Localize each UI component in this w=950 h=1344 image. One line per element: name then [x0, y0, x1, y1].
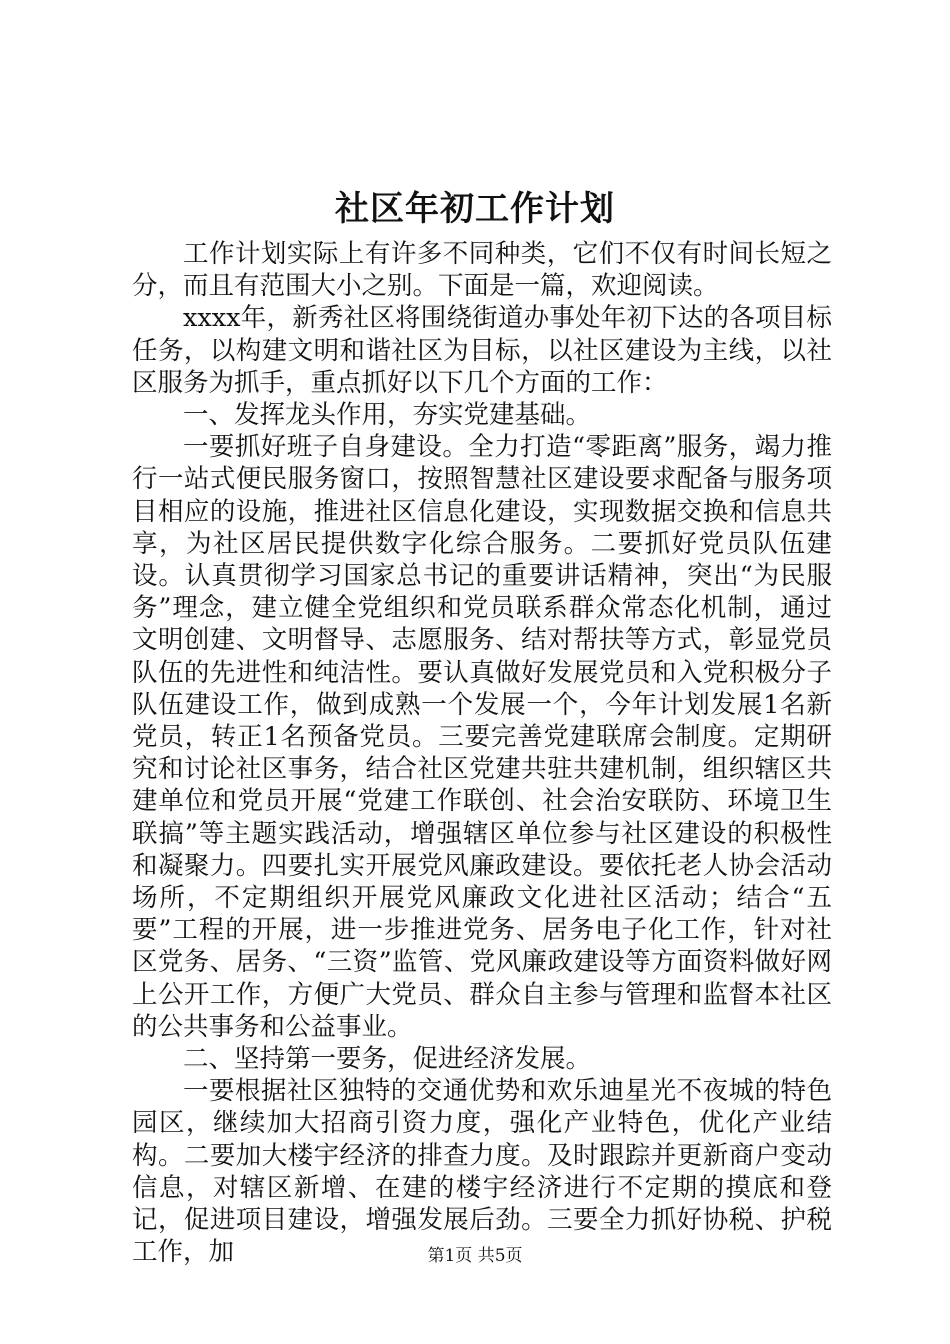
document-title: 社区年初工作计划	[335, 189, 615, 229]
paragraph-party-building: 一要抓好班子自身建设。全力打造“零距离”服务，竭力推行一站式便民服务窗口，按照智慧社区建设要求配备与服务项目相应的设施，推进社区信息化建设，实现数据交换和信息共享，为社区居民提供数字化综合服务。二要抓好党员队伍建设。认真贯彻学习国家总书记的重要讲话精神，突出“为民服务”理念，建立健全党组织和党员联系群众常态化机制，通过文明创建、文明督导、志愿服务、结对帮扶等方式，彰显党员队伍的先进性和纯洁性。要认真做好发展党员和入党积极分子队伍建设工作，做到成熟一个发展一个，今年计划发展1名新党员，转正1名预备党员。三要完善党建联席会制度。定期研究和讨论社区事务，结合社区党建共驻共建机制，组织辖区共建单位和党员开展“党建工作联创、社会治安联防、环境卫生联搞”等主题实践活动，增强辖区单位参与社区建设的积极性和凝聚力。四要扎实开展党风廉政建设。要依托老人协会活动场所，不定期组织开展党风廉政文化进社区活动；结合“五要”工程的开展，进一步推进党务、居务电子化工作，针对社区党务、居务、“三资”监管、党风廉政建设等方面资料做好网上公开工作，方便广大党员、群众自主参与管理和监督本社区的公共事务和公益事业。	[132, 432, 832, 1042]
paragraph-overview: xxxx年，新秀社区将围绕街道办事处年初下达的各项目标任务，以构建文明和谐社区为目标，以社区建设为主线，以社区服务为抓手，重点抓好以下几个方面的工作：	[132, 303, 832, 398]
section-heading-1: 一、发挥龙头作用，夯实党建基础。	[183, 400, 592, 431]
section-heading-2: 二、坚持第一要务，促进经济发展。	[183, 1044, 592, 1075]
page-number-footer: 第1页 共5页	[427, 1246, 523, 1266]
paragraph-economy: 一要根据社区独特的交通优势和欢乐迪星光不夜城的特色园区，继续加大招商引资力度，强化产业特色，优化产业结构。二要加大楼宇经济的排查力度。及时跟踪并更新商户变动信息，对辖区新增、在建的楼宇经济进行不定期的摸底和登记，促进项目建设，增强发展后劲。三要全力抓好协税、护税工作，加	[132, 1076, 832, 1268]
paragraph-intro: 工作计划实际上有许多不同种类，它们不仅有时间长短之分，而且有范围大小之别。下面是一篇，欢迎阅读。	[132, 239, 832, 302]
document-body	[132, 238, 832, 1269]
